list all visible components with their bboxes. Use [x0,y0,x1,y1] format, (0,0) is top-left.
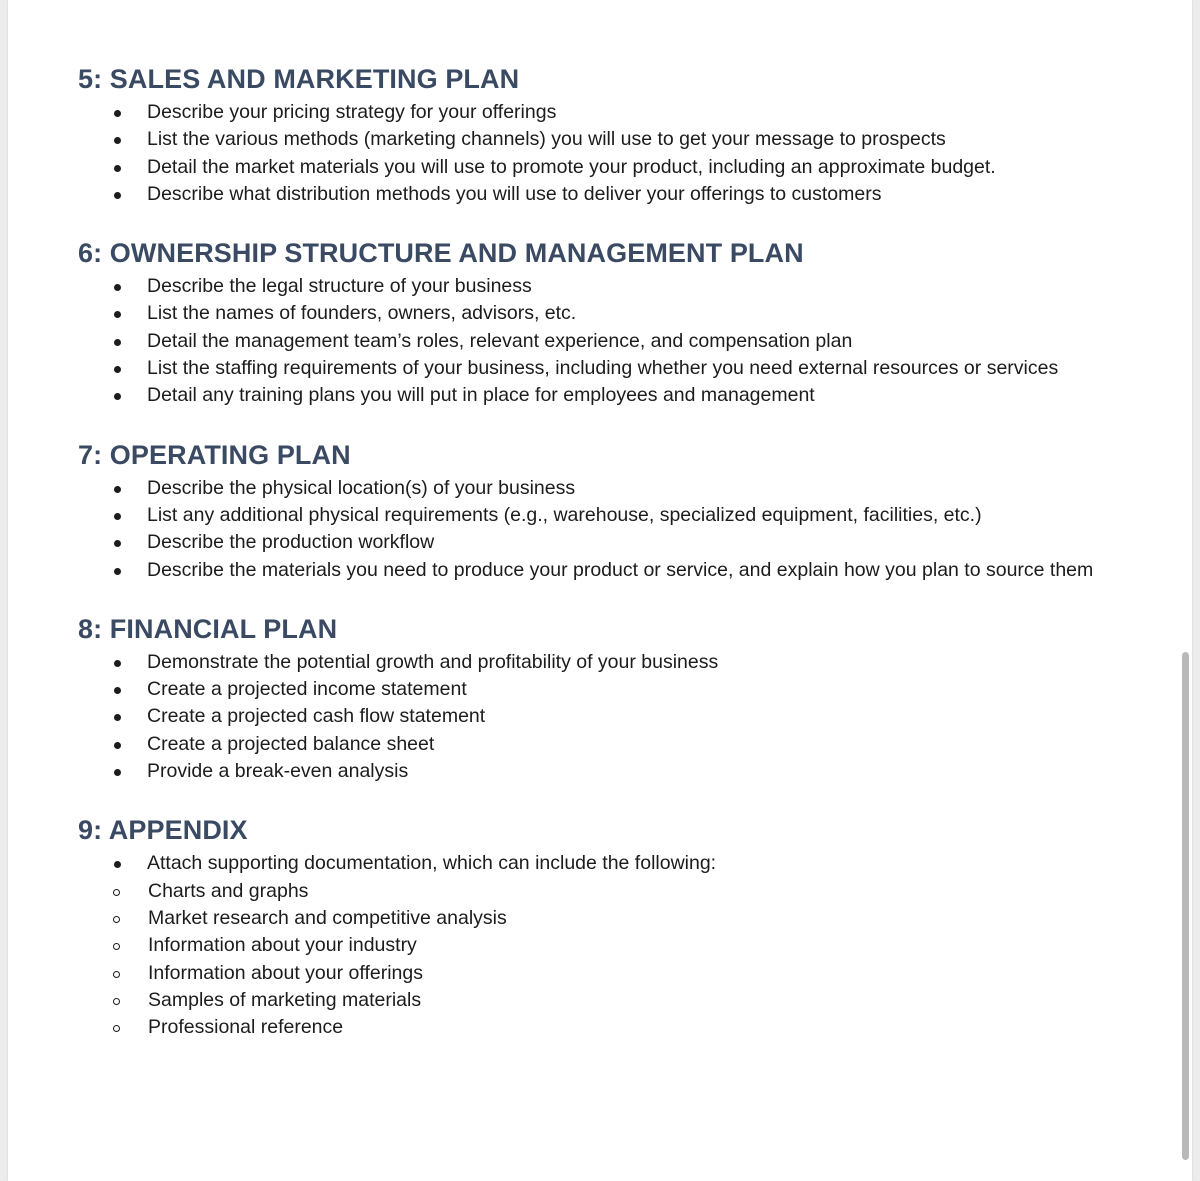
list-item-text: Attach supporting documentation, which can include the following: [147,852,717,875]
section-title: 8: FINANCIAL PLAN [78,613,338,644]
list-item-text: Detail the market materials you will use to promote your product, including an approximate budget. [147,155,996,178]
list-item [78,649,1158,676]
list-item [78,529,1158,556]
list-item [78,300,1158,327]
sub-list-item-text: Charts and graphs [148,879,309,902]
bullet-icon [114,769,121,776]
list-item-text: List the various methods (marketing channels) you will use to get your message to prospects [147,128,946,151]
list-item-text: Create a projected cash flow statement [147,705,486,728]
list-item-text: Provide a break-even analysis [147,760,409,783]
bullet-icon [114,393,121,400]
sub-list-item [78,932,1158,959]
bullet-list [78,850,1158,877]
list-item-text: List any additional physical requirements (e.g., warehouse, specialized equipment, facilities, etc.) [147,503,982,526]
bullet-list [78,273,1158,409]
list-item-text: Describe the production workflow [147,531,435,554]
bullet-icon [114,861,121,868]
list-item-text: Describe the legal structure of your business [147,275,532,298]
sub-list-item [78,905,1158,932]
list-item-text: Detail the management team’s roles, relevant experience, and compensation plan [147,329,853,352]
bullet-icon [114,192,121,199]
bullet-icon [114,311,121,318]
list-item [78,126,1158,153]
list-item [78,758,1158,785]
list-item [78,557,1158,584]
list-item [78,355,1158,382]
bullet-icon [114,366,121,373]
list-item-text: Demonstrate the potential growth and profitability of your business [147,650,719,673]
section-appendix [78,810,1158,1041]
section-title: 5: SALES AND MARKETING PLAN [78,64,520,94]
list-item-text: List the staffing requirements of your business, including whether you need external resources or services [147,357,1059,380]
bullet-icon [114,284,121,291]
sub-list-item-text: Information about your industry [148,934,417,957]
list-item [78,328,1158,355]
bullet-icon [114,660,121,667]
bullet-icon [114,165,121,172]
list-item [78,703,1158,730]
sub-list-item [78,878,1158,905]
sub-list-item-text: Information about your offerings [148,961,423,984]
list-item-text: Create a projected income statement [147,678,467,701]
sub-list-item [78,960,1158,987]
list-item-text: Describe your pricing strategy for your offerings [147,101,557,123]
bullet-list [78,99,1158,208]
section-title: 7: OPERATING PLAN [78,439,351,470]
bullet-icon [114,540,121,547]
section-financial-plan [78,609,1158,785]
bullet-icon [114,687,121,694]
list-item [78,181,1158,208]
circle-bullet-icon [113,1025,120,1032]
sub-list-item-text: Samples of marketing materials [148,988,422,1011]
list-item-text: Describe the materials you need to produce your product or service, and explain how you plan to source them [147,558,1094,581]
list-item [78,676,1158,703]
list-item-text: Create a projected balance sheet [147,732,435,755]
list-item [78,502,1158,529]
list-item-text: List the names of founders, owners, advisors, etc. [147,302,577,325]
list-item [78,382,1158,409]
sub-list-item [78,1014,1158,1041]
bullet-list [78,475,1158,584]
circle-bullet-icon [113,998,120,1005]
sub-list-item-text: Professional reference [148,1016,344,1039]
list-item [78,99,1158,126]
document-page [8,0,1192,1181]
bullet-icon [114,714,121,721]
bullet-icon [114,110,121,117]
section-ownership-management [78,233,1158,409]
bullet-list [78,649,1158,785]
bullet-icon [114,137,121,144]
circle-bullet-icon [113,943,120,950]
bullet-icon [114,486,121,493]
list-item [78,154,1158,181]
list-item-text: Describe the physical location(s) of your business [147,476,576,499]
sub-bullet-list [78,878,1158,1042]
list-item [78,850,1158,877]
list-item-text: Describe what distribution methods you will use to deliver your offerings to customers [147,182,882,205]
circle-bullet-icon [113,889,120,896]
circle-bullet-icon [113,916,120,923]
section-operating-plan [78,435,1158,584]
sub-list-item-text: Market research and competitive analysis [148,906,507,929]
sub-list-item [78,987,1158,1014]
bullet-icon [114,742,121,749]
list-item [78,273,1158,300]
list-item [78,731,1158,758]
list-item-text: Detail any training plans you will put in place for employees and management [147,384,815,407]
bullet-icon [114,339,121,346]
section-title: 6: OWNERSHIP STRUCTURE AND MANAGEMENT PLAN [78,238,804,269]
list-item [78,475,1158,502]
vertical-scrollbar[interactable] [1182,652,1189,1160]
section-sales-marketing [78,59,1158,208]
section-title: 9: APPENDIX [78,815,248,846]
bullet-icon [114,513,121,520]
document-content [78,59,1158,1066]
circle-bullet-icon [113,971,120,978]
bullet-icon [114,568,121,575]
